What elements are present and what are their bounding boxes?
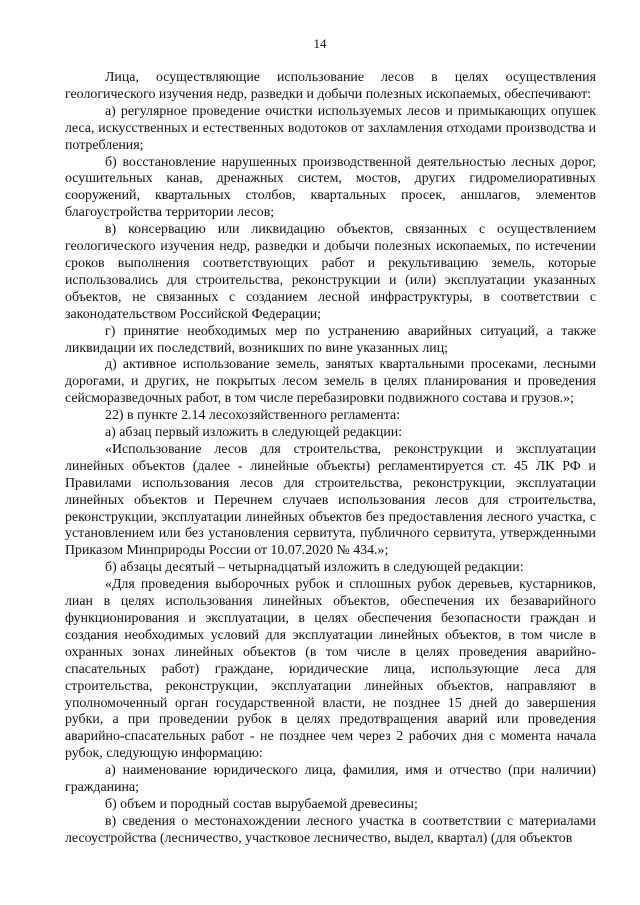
paragraph-info-v: в) сведения о местонахождении лесного участка в соответствии с материалами лесоустройства (лесничество, участковое лесничество, выдел, квартал) (для объектов xyxy=(65,813,596,846)
paragraph-item-d-land-use: д) активное использование земель, занятых квартальными просеками, лесными дорогами, и других, не покрытых лесом земель в целях планирования и проведения сейсморазведочных работ, в том числе перебазировки подвижного состава и грузов.»; xyxy=(65,357,596,407)
paragraph-intro: Лица, осуществляющие использование лесов в целях осуществления геологического изучения недр, разведки и добычи полезных ископаемых, обеспечивают: xyxy=(65,70,596,102)
paragraph-linear-objects-quote: «Использование лесов для строительства, реконструкции и эксплуатации линейных объектов (далее - линейные объекты) регламентируется ст. 45 ЛК РФ и Правилами использования лесов для строительства, реконструкции, эксплуатации линейных объектов и Перечнем случаев использования лесов для строительства, реконструкции, эксплуатации линейных объектов без предоставления лесного участка, с установлением или без установления сервитута, публичного сервитута, утвержденными Приказом Минприроды России от 10.07.2020 № 434.»; xyxy=(65,441,596,559)
paragraph-clause-22-b: б) абзацы десятый – четырнадцатый изложить в следующей редакции: xyxy=(105,560,524,576)
paragraph-item-a-cleanup: а) регулярное проведение очистки используемых лесов и примыкающих опушек леса, искусственных и естественных водотоков от захламления отходами производства и потребления; xyxy=(65,103,596,153)
paragraph-info-a: а) наименование юридического лица, фамилия, имя и отчество (при наличии) гражданина; xyxy=(65,763,596,796)
paragraph-clause-22: 22) в пункте 2.14 лесохозяйственного регламента: xyxy=(105,408,401,424)
page-number: 14 xyxy=(313,36,327,51)
document-body xyxy=(65,70,596,848)
paragraph-item-b-restoration: б) восстановление нарушенных производственной деятельностью лесных дорог, осушительных канав, дренажных систем, мостов, других гидромелиоративных сооружений, квартальных столбов, квартальных просек, аншлагов, элементов благоустройства территории лесов; xyxy=(65,154,596,221)
paragraph-item-v-conservation: в) консервацию или ликвидацию объектов, связанных с осуществлением геологического изучения недр, разведки и добычи полезных ископаемых, по истечении сроков выполнения соответствующих работ и рекультивацию земель, которые использовались для строительства, реконструкции и (или) эксплуатации указанных объектов, не связанных с созданием лесной инфраструктуры, в соответствии с законодательством Российской Федерации; xyxy=(65,222,596,322)
paragraph-clause-22-a: а) абзац первый изложить в следующей редакции: xyxy=(105,425,403,441)
paragraph-item-g-emergency: г) принятие необходимых мер по устранению аварийных ситуаций, а также ликвидации их последствий, возникших по вине указанных лиц; xyxy=(65,323,596,356)
paragraph-felling-quote: «Для проведения выборочных рубок и сплошных рубок деревьев, кустарников, лиан в целях использования линейных объектов, обеспечения их безаварийного функционирования и эксплуатации, в целях обеспечения безопасности граждан и создания необходимых условий для эксплуатации линейных объектов, в том числе в охранных зонах линейных объектов (в том числе в целях проведения аварийно-спасательных работ) граждане, юридические лица, использующие леса для строительства, реконструкции, эксплуатации линейных объектов, направляют в уполномоченный орган государственной власти, не позднее 15 дней до завершения рубки, а при проведении рубок в целях предотвращения аварий или проведения аварийно-спасательных работ - не позднее чем через 2 рабочих дня с момента начала рубок, следующую информацию: xyxy=(65,577,596,762)
paragraph-info-b: б) объем и породный состав вырубаемой древесины; xyxy=(105,796,418,812)
